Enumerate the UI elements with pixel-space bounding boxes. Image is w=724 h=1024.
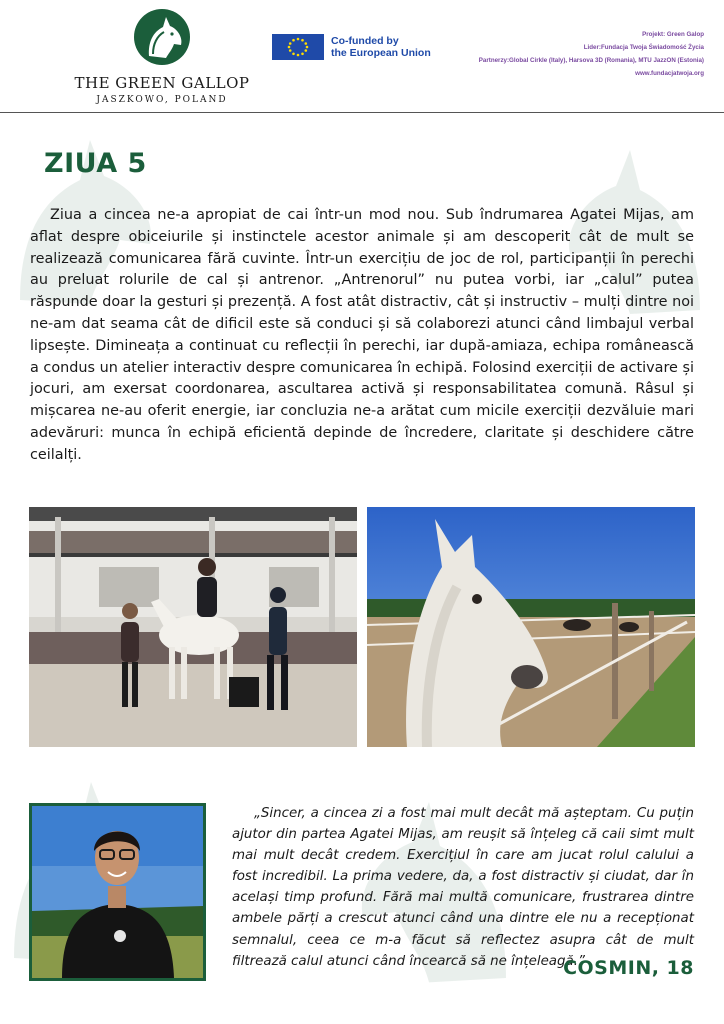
header-divider — [0, 112, 724, 113]
project-partners: Partnerzy:Global Cirkle (Italy), Harsova 3D (Romania), MTU JazzON (Estonia) — [478, 57, 704, 64]
arena-horse-photo — [29, 507, 357, 747]
eu-text-line-1: Co-funded by — [331, 35, 399, 47]
project-website[interactable]: www.fundacjatwoja.org — [635, 70, 704, 77]
eu-text-line-2: the European Union — [331, 47, 431, 59]
white-horse-photo — [367, 507, 695, 747]
horse-head-logo-icon — [133, 8, 191, 66]
page-title: ZIUA 5 — [44, 148, 147, 179]
logo-place: JASZKOWO, POLAND — [96, 95, 228, 105]
project-leader: Lider:Fundacja Twoja Świadomość Życia — [583, 44, 704, 51]
project-name: Projekt: Green Galop — [642, 31, 704, 38]
logo-name: THE GREEN GALLOP — [74, 74, 250, 92]
cosmin-portrait-photo — [29, 803, 206, 981]
eu-funding-badge — [272, 34, 431, 60]
project-info — [479, 28, 704, 80]
eu-flag-icon — [272, 34, 324, 60]
green-gallop-logo — [60, 8, 264, 105]
body-paragraph: Ziua a cincea ne-a apropiat de cai într-un mod nou. Sub îndrumarea Agatei Mijas, am aflat despre obiceiurile și instinctele acestor animale și am descoperit cât de mult se realizează comunicarea fără cuvinte. Într-un exercițiu de joc de rol, participanții în perechi au preluat rolurile de cal și antrenor. „Antrenorul” nu putea vorbi, iar „calul” putea răspunde doar la gesturi și prezență. A fost atât distractiv, cât și instructiv – mulți dintre noi ne-am dat seama cât de dificil este să conduci și să colaborezi atunci când limbajul verbal lipsește. Dimineața a continuat cu reflecții în perechi, iar după-amiaza, echipa românească a condus un atelier interactiv despre comunicarea în echipă. Folosind exerciții de activare și jocuri, am exersat coordonarea, ascultarea activă și responsabilitatea comună. Râsul și mișcarea ne-au oferit energie, iar concluzia ne-a arătat cum micile exerciții dezvăluie mari adevăruri: munca în echipă eficientă depinde de încredere, claritate și deschidere către ceilalți. — [30, 207, 694, 463]
page-header — [0, 0, 724, 112]
testimonial-author: COSMIN, 18 — [563, 957, 694, 979]
testimonial-quote: „Sincer, a cincea zi a fost mai mult decât mă așteptam. Cu puțin ajutor din partea Agatei Mijas, am reușit să înțeleg că caii simt mult mai mult decât credem. Exercițiul în care am jucat rolul calului a fost incredibil. La prima vedere, da, a fost distractiv și ciudat, dar în același timp profund. Fără mai multă comunicare, frustrarea dintre ambele părți a crescut atunci când una dintre ele nu a recepționat semnalul, ceea ce m-a făcut să reflectez asupra cât de mult filtrează calul atunci când încearcă să ne înțeleagă.” — [232, 806, 694, 969]
